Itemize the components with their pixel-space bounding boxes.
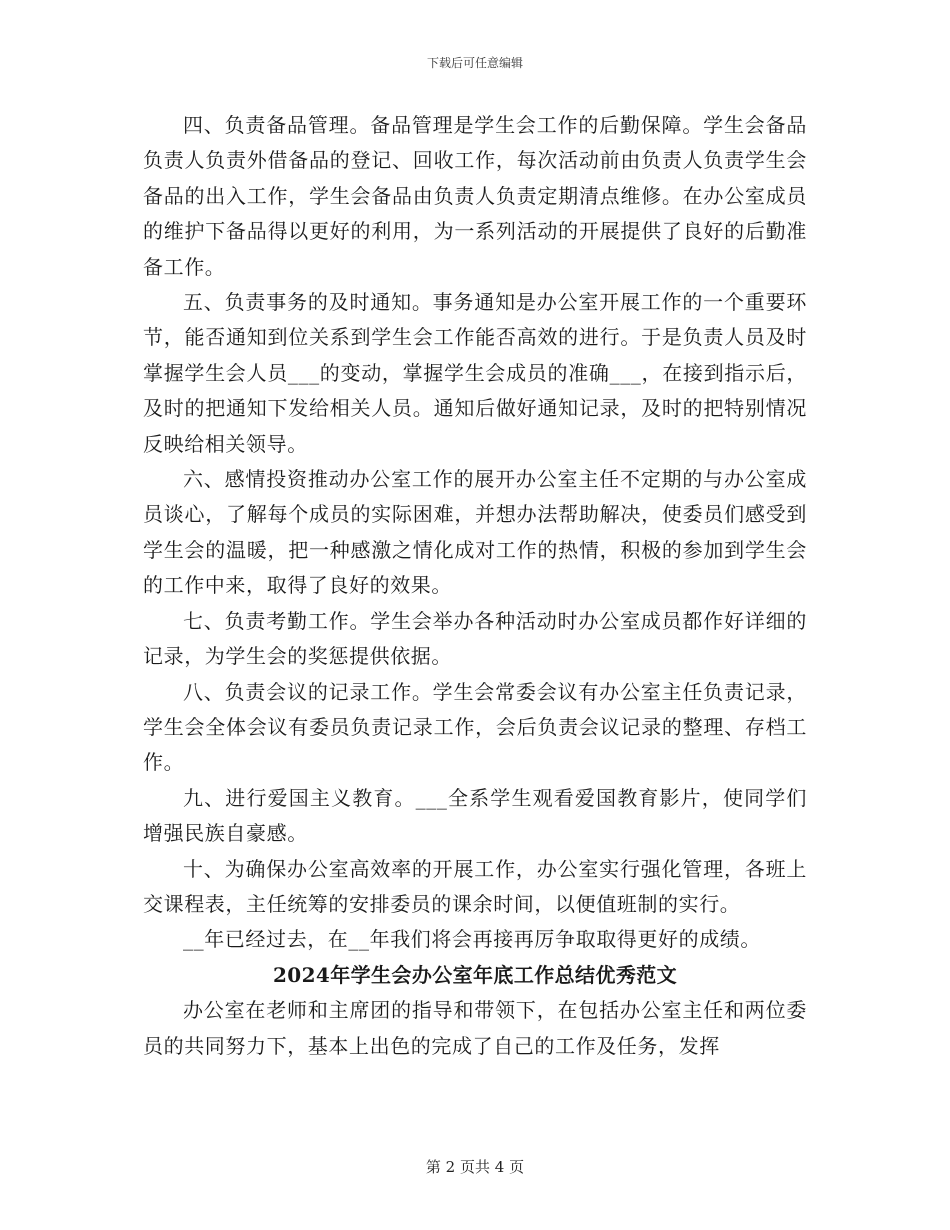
paragraph-item-10: 十、为确保办公室高效率的开展工作，办公室实行强化管理，各班上交课程表，主任统筹的安排委员的课余时间，以便值班制的实行。 (143, 856, 807, 916)
paragraph-item-9: 九、进行爱国主义教育。___全系学生观看爱国教育影片，使同学们增强民族自豪感。 (143, 785, 807, 846)
page-number: 第 2 页共 4 页 (425, 1158, 525, 1176)
paragraph-item-5: 五、负责事务的及时通知。事务通知是办公室开展工作的一个重要环节，能否通知到位关系到学生会工作能否高效的进行。于是负责人员及时掌握学生会人员___的变动，掌握学生会成员的准确___，在接到指示后，及时的把通知下发给相关人员。通知后做好通知记录，及时的把特别情况反映给相关领导。 (143, 290, 807, 456)
paragraph-item-6: 六、感情投资推动办公室工作的展开办公室主任不定期的与办公室成员谈心，了解每个成员的实际困难，并想办法帮助解决，使委员们感受到学生会的温暖，把一种感激之情化成对工作的热情，积极的参加到学生会的工作中来，取得了良好的效果。 (143, 467, 807, 598)
page-header: 下载后可任意编辑 (426, 56, 523, 70)
paragraph-intro: 办公室在老师和主席团的指导和带领下，在包括办公室主任和两位委员的共同努力下，基本上出色的完成了自己的工作及任务，发挥 (143, 998, 807, 1058)
paragraph-item-8: 八、负责会议的记录工作。学生会常委会议有办公室主任负责记录，学生会全体会议有委员负责记录工作，会后负责会议记录的整理、存档工作。 (143, 679, 807, 775)
paragraph-item-7: 七、负责考勤工作。学生会举办各种活动时办公室成员都作好详细的记录，为学生会的奖惩提供依据。 (143, 608, 807, 669)
paragraph-item-4: 四、负责备品管理。备品管理是学生会工作的后勤保障。学生会备品负责人负责外借备品的登记、回收工作，每次活动前由负责人负责学生会备品的出入工作，学生会备品由负责人负责定期清点维修。在办公室成员的维护下备品得以更好的利用，为一系列活动的开展提供了良好的后勤准备工作。 (143, 113, 807, 279)
document-body (143, 108, 807, 1064)
section-title: 2024年学生会办公室年底工作总结优秀范文 (272, 962, 678, 987)
paragraph-conclusion: __年已经过去，在__年我们将会再接再厉争取取得更好的成绩。 (183, 927, 761, 952)
